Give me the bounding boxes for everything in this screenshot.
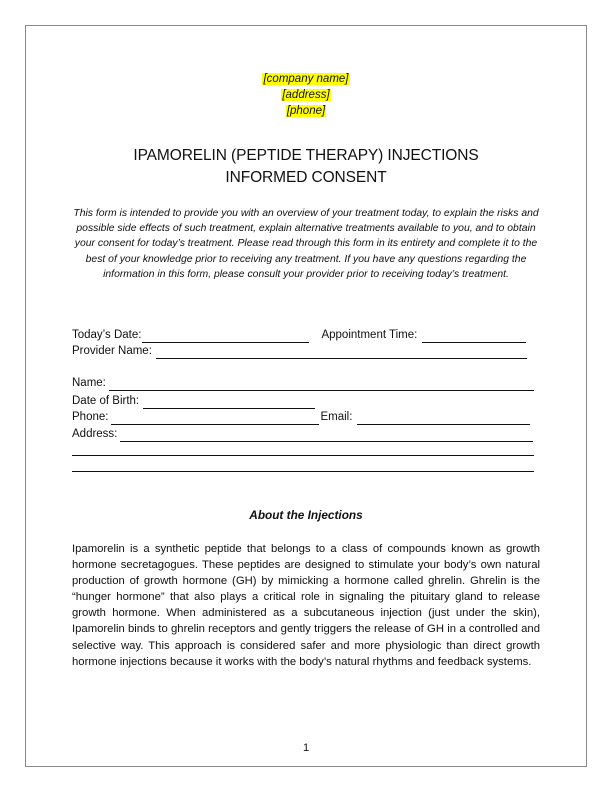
provider-name-row	[72, 343, 527, 359]
company-header	[0, 71, 612, 119]
section-heading: About the Injections	[249, 508, 363, 522]
name-field[interactable]	[109, 378, 534, 391]
title-line-1: IPAMORELIN (PEPTIDE THERAPY) INJECTIONS	[133, 147, 479, 164]
title-line-2: INFORMED CONSENT	[225, 169, 387, 186]
dob-field[interactable]	[143, 396, 315, 409]
address-placeholder: [address]	[282, 89, 330, 101]
email-field[interactable]	[357, 412, 530, 425]
appointment-time-label: Appointment Time:	[321, 329, 418, 341]
address-field[interactable]	[120, 429, 533, 442]
page-number: 1	[302, 742, 310, 754]
todays-date-row	[72, 327, 526, 343]
name-row	[72, 375, 534, 391]
provider-name-label: Provider Name:	[72, 345, 152, 357]
address-label: Address:	[72, 428, 118, 440]
phone-email-row	[72, 409, 530, 425]
document-title	[0, 145, 612, 189]
address-line-2[interactable]	[72, 455, 534, 456]
address-line-3[interactable]	[72, 471, 534, 472]
todays-date-field[interactable]	[142, 330, 309, 343]
email-label: Email:	[320, 411, 353, 423]
provider-name-field[interactable]	[156, 346, 527, 359]
company-name-placeholder: [company name]	[263, 73, 349, 85]
todays-date-label: Today’s Date:	[72, 329, 142, 341]
about-injections-paragraph: Ipamorelin is a synthetic peptide that belongs to a class of compounds known as growth hormone secretagogues. These peptides are designed to stimulate your body’s own natural production of growth hormone (GH) by mimicking a hormone called ghrelin. Ghrelin is the “hunger hormone” that also plays a critical role in signaling the pituitary gland to release growth hormone. When administered as a subcutaneous injection (just under the skin), Ipamorelin binds to ghrelin receptors and gently triggers the release of GH in a controlled and selective way. This approach is considered safer and more physiologic than direct growth hormone injections because it works with the body’s natural rhythms and feedback systems.	[72, 543, 540, 668]
address-row	[72, 426, 533, 442]
phone-label: Phone:	[72, 411, 109, 423]
name-label: Name:	[72, 377, 106, 389]
appointment-time-field[interactable]	[422, 330, 526, 343]
dob-row	[72, 393, 315, 409]
phone-placeholder: [phone]	[286, 105, 326, 117]
intro-paragraph: This form is intended to provide you with an overview of your treatment today, to explain the risks and possible side effects of such treatment, explain alternative treatments available to you, and to obtain your consent for today’s treatment. Please read through this form in its entirety and complete it to the best of your knowledge prior to receiving any treatment. If you have any questions regarding the information in this form, please consult your provider prior to receiving today’s treatment.	[73, 208, 539, 280]
phone-field[interactable]	[111, 412, 319, 425]
dob-label: Date of Birth:	[72, 395, 140, 407]
